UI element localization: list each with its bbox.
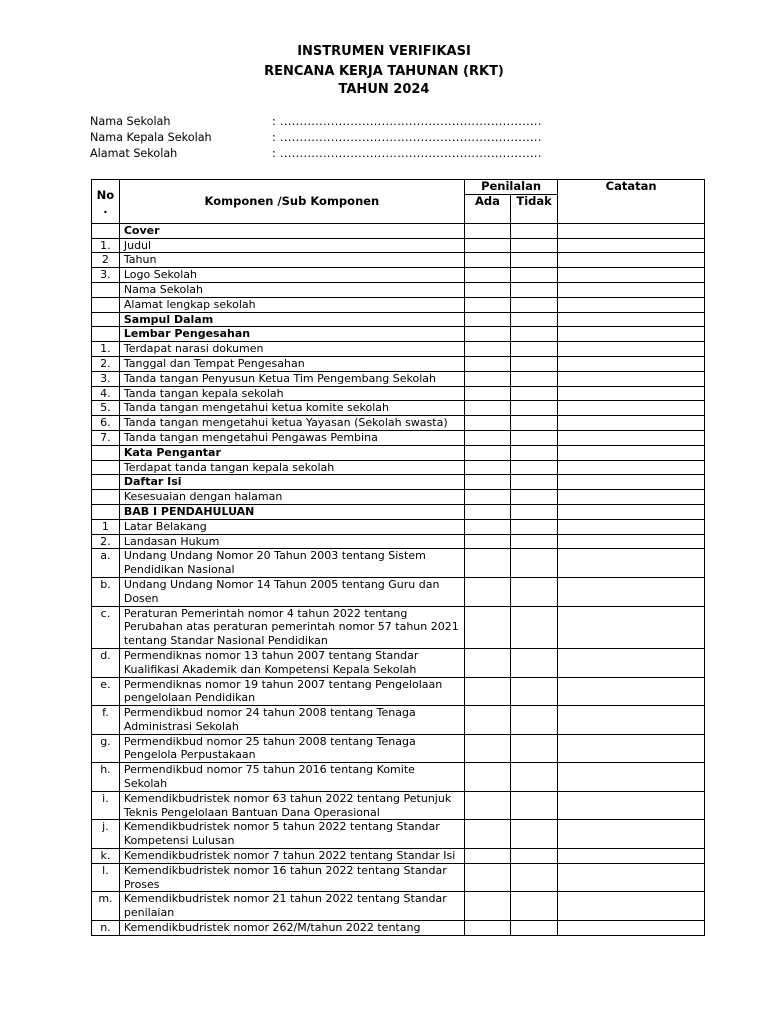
- tidak-cell[interactable]: [511, 549, 558, 578]
- tidak-cell[interactable]: [511, 921, 558, 936]
- table-row: [92, 268, 705, 283]
- catatan-cell[interactable]: [558, 238, 705, 253]
- component-text: Tanda tangan mengetahui ketua komite sekolah: [119, 401, 464, 416]
- row-number: 1: [92, 519, 120, 534]
- table-row: [92, 606, 705, 648]
- catatan-cell[interactable]: [558, 648, 705, 677]
- row-number: 3.: [92, 371, 120, 386]
- table-row: [92, 820, 705, 849]
- row-number: c.: [92, 606, 120, 648]
- catatan-cell[interactable]: [558, 342, 705, 357]
- table-row: [92, 445, 705, 460]
- catatan-cell[interactable]: [558, 356, 705, 371]
- row-number: 7.: [92, 430, 120, 445]
- table-row: [92, 386, 705, 401]
- info-value: : ...................................................................: [272, 147, 542, 160]
- tidak-cell[interactable]: [511, 401, 558, 416]
- ada-cell[interactable]: [464, 460, 510, 475]
- component-text: Terdapat tanda tangan kepala sekolah: [119, 460, 464, 475]
- component-text: Tanda tangan mengetahui ketua Yayasan (Sekolah swasta): [119, 416, 464, 431]
- tidak-cell[interactable]: [511, 356, 558, 371]
- table-row: [92, 282, 705, 297]
- ada-cell[interactable]: [464, 863, 510, 892]
- table-row: [92, 401, 705, 416]
- table-row: [92, 297, 705, 312]
- component-text: Kemendikbudristek nomor 262/M/tahun 2022 tentang: [119, 921, 464, 936]
- catatan-cell[interactable]: [558, 430, 705, 445]
- tidak-cell[interactable]: [511, 677, 558, 706]
- ada-cell[interactable]: [464, 734, 510, 763]
- school-info-block: [90, 115, 542, 163]
- component-text: Judul: [119, 238, 464, 253]
- tidak-cell[interactable]: [511, 327, 558, 342]
- ada-cell[interactable]: [464, 763, 510, 792]
- component-text: Permendikbud nomor 24 tahun 2008 tentang Tenaga Administrasi Sekolah: [119, 706, 464, 735]
- ada-cell[interactable]: [464, 706, 510, 735]
- component-text: Landasan Hukum: [119, 534, 464, 549]
- component-text: Permendiknas nomor 13 tahun 2007 tentang Standar Kualifikasi Akademik dan Kompetensi Kepala Sekolah: [119, 648, 464, 677]
- ada-cell[interactable]: [464, 892, 510, 921]
- table-row: [92, 460, 705, 475]
- row-number: 4.: [92, 386, 120, 401]
- ada-cell[interactable]: [464, 921, 510, 936]
- tidak-cell[interactable]: [511, 577, 558, 606]
- table-row: [92, 863, 705, 892]
- ada-cell[interactable]: [464, 820, 510, 849]
- catatan-cell[interactable]: [558, 253, 705, 268]
- row-number: [92, 445, 120, 460]
- tidak-cell[interactable]: [511, 460, 558, 475]
- header-catatan: Catatan: [558, 180, 705, 224]
- row-number: f.: [92, 706, 120, 735]
- section-heading: Daftar Isi: [119, 475, 464, 490]
- header-komponen: Komponen /Sub Komponen: [119, 180, 464, 224]
- ada-cell[interactable]: [464, 490, 510, 505]
- info-row-school-name: [90, 115, 542, 131]
- catatan-cell[interactable]: [558, 577, 705, 606]
- info-label: Nama Sekolah: [90, 115, 171, 128]
- ada-cell[interactable]: [464, 416, 510, 431]
- row-number: [92, 297, 120, 312]
- tidak-cell[interactable]: [511, 445, 558, 460]
- ada-cell[interactable]: [464, 549, 510, 578]
- catatan-cell[interactable]: [558, 534, 705, 549]
- component-text: Kemendikbudristek nomor 21 tahun 2022 tentang Standar penilaian: [119, 892, 464, 921]
- ada-cell[interactable]: [464, 386, 510, 401]
- catatan-cell[interactable]: [558, 282, 705, 297]
- tidak-cell[interactable]: [511, 490, 558, 505]
- row-number: l.: [92, 863, 120, 892]
- ada-cell[interactable]: [464, 342, 510, 357]
- row-number: b.: [92, 577, 120, 606]
- component-text: Permendikbud nomor 25 tahun 2008 tentang Tenaga Pengelola Perpustakaan: [119, 734, 464, 763]
- tidak-cell[interactable]: [511, 430, 558, 445]
- ada-cell[interactable]: [464, 849, 510, 864]
- row-number: e.: [92, 677, 120, 706]
- component-text: Tanggal dan Tempat Pengesahan: [119, 356, 464, 371]
- ada-cell[interactable]: [464, 268, 510, 283]
- table-row: [92, 534, 705, 549]
- table-row: [92, 519, 705, 534]
- catatan-cell[interactable]: [558, 268, 705, 283]
- ada-cell[interactable]: [464, 356, 510, 371]
- row-number: g.: [92, 734, 120, 763]
- row-number: 2: [92, 253, 120, 268]
- component-text: Kemendikbudristek nomor 63 tahun 2022 tentang Petunjuk Teknis Pengelolaan Bantuan Dana Operasional: [119, 791, 464, 820]
- row-number: h.: [92, 763, 120, 792]
- table-row: [92, 416, 705, 431]
- catatan-cell[interactable]: [558, 504, 705, 519]
- table-body: [92, 223, 705, 935]
- ada-cell[interactable]: [464, 445, 510, 460]
- table-row: [92, 648, 705, 677]
- ada-cell[interactable]: [464, 577, 510, 606]
- component-text: Kemendikbudristek nomor 16 tahun 2022 tentang Standar Proses: [119, 863, 464, 892]
- header-no: No .: [92, 180, 120, 224]
- ada-cell[interactable]: [464, 238, 510, 253]
- tidak-cell[interactable]: [511, 223, 558, 238]
- catatan-cell[interactable]: [558, 445, 705, 460]
- section-heading: Lembar Pengesahan: [119, 327, 464, 342]
- row-number: [92, 475, 120, 490]
- table-row: [92, 430, 705, 445]
- ada-cell[interactable]: [464, 223, 510, 238]
- document-title-line-3: TAHUN 2024: [338, 82, 430, 97]
- component-text: Permendikbud nomor 75 tahun 2016 tentang Komite Sekolah: [119, 763, 464, 792]
- tidak-cell[interactable]: [511, 282, 558, 297]
- row-number: [92, 223, 120, 238]
- row-number: [92, 282, 120, 297]
- catatan-cell[interactable]: [558, 327, 705, 342]
- ada-cell[interactable]: [464, 253, 510, 268]
- table-row: [92, 475, 705, 490]
- info-row-principal-name: [90, 131, 542, 147]
- component-text: Tanda tangan Penyusun Ketua Tim Pengembang Sekolah: [119, 371, 464, 386]
- component-text: Peraturan Pemerintah nomor 4 tahun 2022 tentang Perubahan atas peraturan pemerintah nomor 57 tahun 2021 tentang Standar Nasional Pendidikan: [119, 606, 464, 648]
- header-ada: Ada: [464, 194, 510, 223]
- row-number: [92, 504, 120, 519]
- catatan-cell[interactable]: [558, 863, 705, 892]
- catatan-cell[interactable]: [558, 416, 705, 431]
- ada-cell[interactable]: [464, 677, 510, 706]
- tidak-cell[interactable]: [511, 849, 558, 864]
- row-number: j.: [92, 820, 120, 849]
- component-text: Tanda tangan kepala sekolah: [119, 386, 464, 401]
- info-value: : ...................................................................: [272, 131, 542, 144]
- row-number: i.: [92, 791, 120, 820]
- row-number: 3.: [92, 268, 120, 283]
- catatan-cell[interactable]: [558, 297, 705, 312]
- row-number: k.: [92, 849, 120, 864]
- tidak-cell[interactable]: [511, 312, 558, 327]
- catatan-cell[interactable]: [558, 892, 705, 921]
- row-number: [92, 327, 120, 342]
- row-number: [92, 460, 120, 475]
- verification-table: [91, 179, 705, 936]
- catatan-cell[interactable]: [558, 763, 705, 792]
- table-row: [92, 706, 705, 735]
- document-title-line-2: RENCANA KERJA TAHUNAN (RKT): [264, 64, 504, 79]
- catatan-cell[interactable]: [558, 490, 705, 505]
- catatan-cell[interactable]: [558, 460, 705, 475]
- ada-cell[interactable]: [464, 312, 510, 327]
- catatan-cell[interactable]: [558, 386, 705, 401]
- ada-cell[interactable]: [464, 297, 510, 312]
- table-row: [92, 549, 705, 578]
- info-value: : ...................................................................: [272, 115, 542, 128]
- tidak-cell[interactable]: [511, 238, 558, 253]
- tidak-cell[interactable]: [511, 504, 558, 519]
- table-row: [92, 312, 705, 327]
- ada-cell[interactable]: [464, 791, 510, 820]
- table-row: [92, 577, 705, 606]
- table-row: [92, 763, 705, 792]
- ada-cell[interactable]: [464, 475, 510, 490]
- tidak-cell[interactable]: [511, 820, 558, 849]
- row-number: 2.: [92, 534, 120, 549]
- tidak-cell[interactable]: [511, 763, 558, 792]
- ada-cell[interactable]: [464, 430, 510, 445]
- component-text: Terdapat narasi dokumen: [119, 342, 464, 357]
- ada-cell[interactable]: [464, 504, 510, 519]
- tidak-cell[interactable]: [511, 253, 558, 268]
- catatan-cell[interactable]: [558, 734, 705, 763]
- table-row: [92, 238, 705, 253]
- info-label: Alamat Sekolah: [90, 147, 178, 160]
- catatan-cell[interactable]: [558, 312, 705, 327]
- tidak-cell[interactable]: [511, 534, 558, 549]
- row-number: [92, 312, 120, 327]
- tidak-cell[interactable]: [511, 416, 558, 431]
- header-penilaian: Penilalan: [464, 180, 557, 195]
- tidak-cell[interactable]: [511, 342, 558, 357]
- table-row: [92, 791, 705, 820]
- row-number: [92, 490, 120, 505]
- ada-cell[interactable]: [464, 519, 510, 534]
- table-row: [92, 849, 705, 864]
- row-number: a.: [92, 549, 120, 578]
- info-row-school-address: [90, 147, 542, 163]
- row-number: 1.: [92, 342, 120, 357]
- catatan-cell[interactable]: [558, 706, 705, 735]
- section-heading: Cover: [119, 223, 464, 238]
- component-text: Kemendikbudristek nomor 7 tahun 2022 tentang Standar Isi: [119, 849, 464, 864]
- row-number: 2.: [92, 356, 120, 371]
- catatan-cell[interactable]: [558, 475, 705, 490]
- tidak-cell[interactable]: [511, 863, 558, 892]
- table-row: [92, 253, 705, 268]
- component-text: Latar Belakang: [119, 519, 464, 534]
- table-row: [92, 892, 705, 921]
- component-text: Kesesuaian dengan halaman: [119, 490, 464, 505]
- table-row: [92, 342, 705, 357]
- section-heading: Sampul Dalam: [119, 312, 464, 327]
- tidak-cell[interactable]: [511, 606, 558, 648]
- table-row: [92, 734, 705, 763]
- catatan-cell[interactable]: [558, 849, 705, 864]
- ada-cell[interactable]: [464, 282, 510, 297]
- table-row: [92, 356, 705, 371]
- tidak-cell[interactable]: [511, 734, 558, 763]
- info-label: Nama Kepala Sekolah: [90, 131, 212, 144]
- tidak-cell[interactable]: [511, 706, 558, 735]
- row-number: 5.: [92, 401, 120, 416]
- catatan-cell[interactable]: [558, 519, 705, 534]
- row-number: n.: [92, 921, 120, 936]
- table-row: [92, 504, 705, 519]
- document-title-line-1: INSTRUMEN VERIFIKASI: [297, 44, 471, 59]
- table-row: [92, 677, 705, 706]
- tidak-cell[interactable]: [511, 371, 558, 386]
- component-text: Undang Undang Nomor 14 Tahun 2005 tentang Guru dan Dosen: [119, 577, 464, 606]
- row-number: 1.: [92, 238, 120, 253]
- tidak-cell[interactable]: [511, 648, 558, 677]
- section-heading: Kata Pengantar: [119, 445, 464, 460]
- catatan-cell[interactable]: [558, 549, 705, 578]
- tidak-cell[interactable]: [511, 268, 558, 283]
- section-heading: BAB I PENDAHULUAN: [119, 504, 464, 519]
- tidak-cell[interactable]: [511, 475, 558, 490]
- catatan-cell[interactable]: [558, 921, 705, 936]
- tidak-cell[interactable]: [511, 386, 558, 401]
- row-number: m.: [92, 892, 120, 921]
- table-row: [92, 327, 705, 342]
- row-number: 6.: [92, 416, 120, 431]
- ada-cell[interactable]: [464, 371, 510, 386]
- catatan-cell[interactable]: [558, 820, 705, 849]
- component-text: Undang Undang Nomor 20 Tahun 2003 tentang Sistem Pendidikan Nasional: [119, 549, 464, 578]
- ada-cell[interactable]: [464, 327, 510, 342]
- component-text: Kemendikbudristek nomor 5 tahun 2022 tentang Standar Kompetensi Lulusan: [119, 820, 464, 849]
- tidak-cell[interactable]: [511, 791, 558, 820]
- catatan-cell[interactable]: [558, 791, 705, 820]
- table-row: [92, 223, 705, 238]
- catatan-cell[interactable]: [558, 223, 705, 238]
- ada-cell[interactable]: [464, 648, 510, 677]
- ada-cell[interactable]: [464, 606, 510, 648]
- component-text: Nama Sekolah: [119, 282, 464, 297]
- catatan-cell[interactable]: [558, 371, 705, 386]
- table-row: [92, 921, 705, 936]
- catatan-cell[interactable]: [558, 606, 705, 648]
- ada-cell[interactable]: [464, 534, 510, 549]
- component-text: Tanda tangan mengetahui Pengawas Pembina: [119, 430, 464, 445]
- component-text: Tahun: [119, 253, 464, 268]
- catatan-cell[interactable]: [558, 677, 705, 706]
- row-number: d.: [92, 648, 120, 677]
- ada-cell[interactable]: [464, 401, 510, 416]
- tidak-cell[interactable]: [511, 892, 558, 921]
- tidak-cell[interactable]: [511, 297, 558, 312]
- tidak-cell[interactable]: [511, 519, 558, 534]
- table-row: [92, 371, 705, 386]
- catatan-cell[interactable]: [558, 401, 705, 416]
- component-text: Logo Sekolah: [119, 268, 464, 283]
- table-row: [92, 490, 705, 505]
- header-tidak: Tidak: [511, 194, 558, 223]
- component-text: Permendiknas nomor 19 tahun 2007 tentang Pengelolaan pengelolaan Pendidikan: [119, 677, 464, 706]
- component-text: Alamat lengkap sekolah: [119, 297, 464, 312]
